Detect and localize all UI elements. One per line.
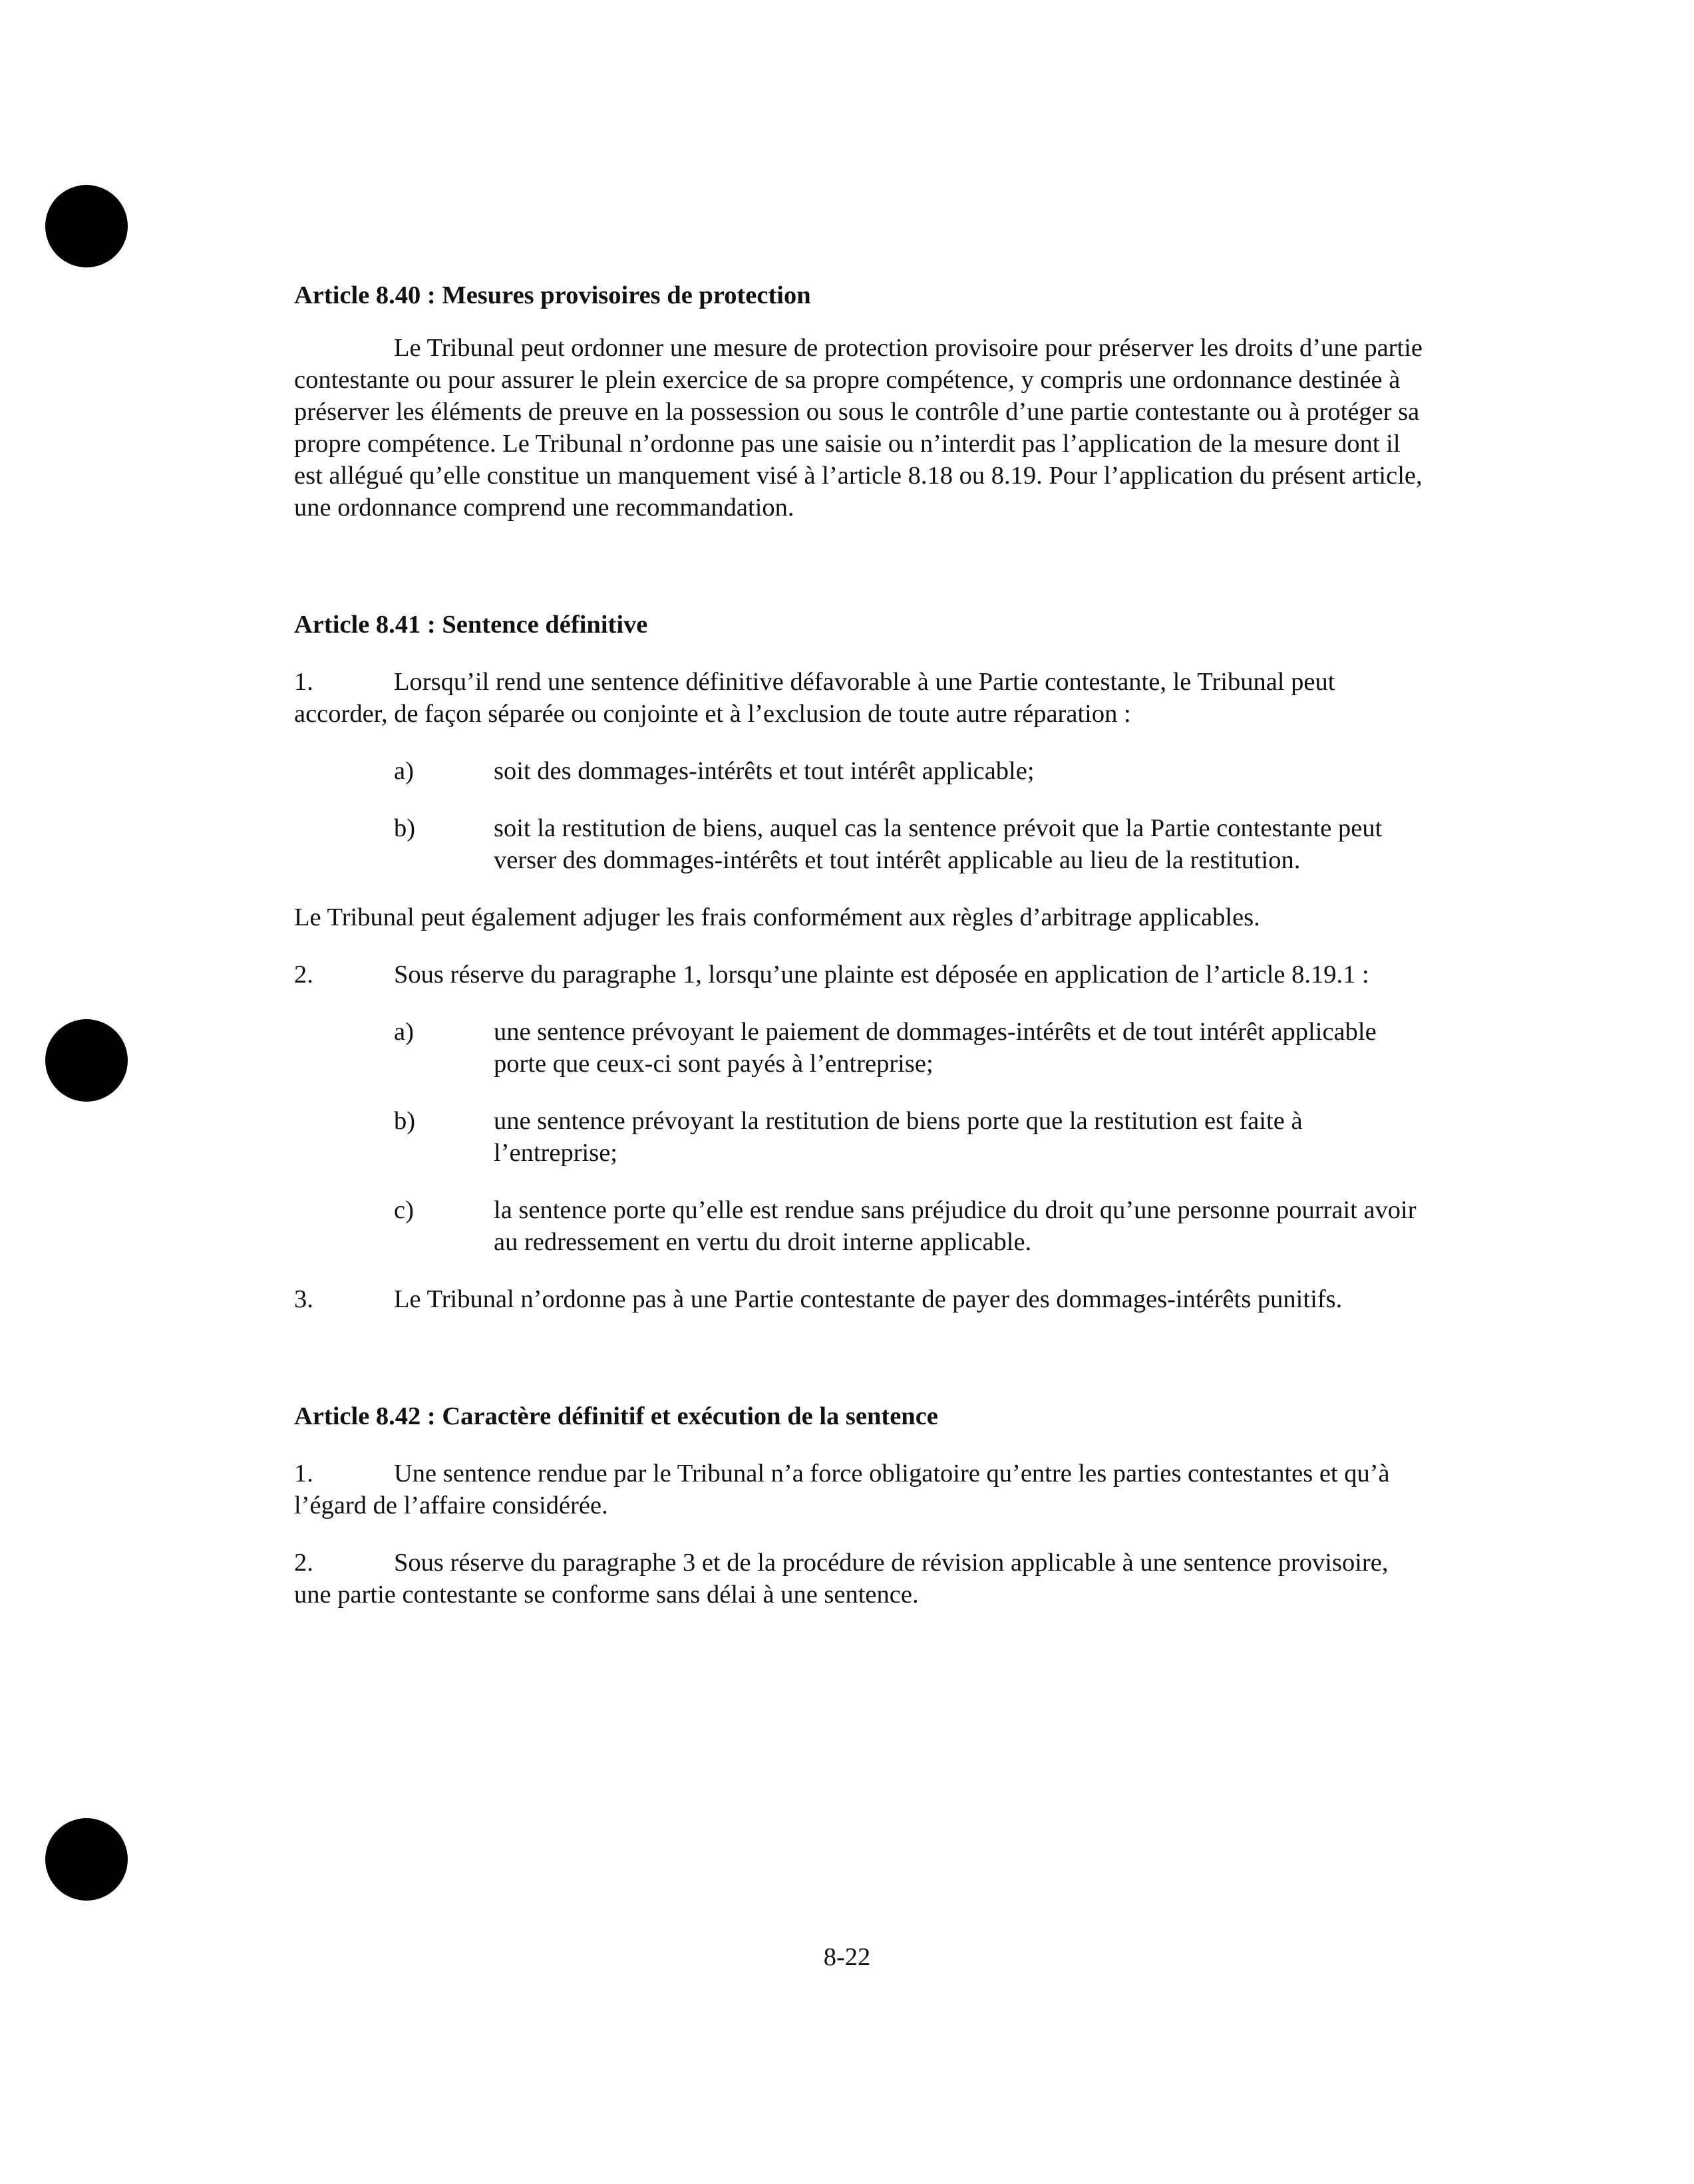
- numbered-paragraph: [294, 666, 1425, 730]
- paragraph-text: Une sentence rendue par le Tribunal n’a force obligatoire qu’entre les parties contestantes et qu’à l’égard de l’affaire considérée.: [294, 1460, 1390, 1519]
- item-label: c): [394, 1196, 414, 1224]
- list-item: [294, 1016, 1425, 1080]
- item-label: a): [394, 757, 414, 785]
- article-heading: Article 8.42 : Caractère définitif et exécution de la sentence: [294, 1402, 938, 1430]
- binder-hole-bottom: [45, 1818, 128, 1901]
- binder-hole-middle: [45, 1019, 128, 1102]
- list-item: [294, 1105, 1425, 1169]
- paragraph-number: 1.: [294, 668, 313, 696]
- paragraph-number: 1.: [294, 1460, 313, 1487]
- article-8-40: [294, 279, 1425, 524]
- article-heading: Article 8.40 : Mesures provisoires de protection: [294, 281, 811, 309]
- page-number: 8-22: [823, 1943, 871, 1971]
- item-label: b): [394, 814, 416, 842]
- binder-hole-top: [45, 185, 128, 267]
- numbered-paragraph: [294, 1547, 1425, 1611]
- paragraph-number: 3.: [294, 1285, 313, 1313]
- item-text: la sentence porte qu’elle est rendue sans préjudice du droit qu’une personne pourrait avoir au redressement en vertu du droit interne applicable.: [494, 1196, 1417, 1256]
- paragraph-text: Le Tribunal n’ordonne pas à une Partie contestante de payer des dommages-intérêts punitifs.: [394, 1285, 1343, 1313]
- list-item: [294, 812, 1425, 876]
- paragraph-text: Sous réserve du paragraphe 1, lorsqu’une plainte est déposée en application de l’article 8.19.1 :: [394, 961, 1369, 989]
- item-label: a): [394, 1018, 414, 1046]
- paragraph-number: 2.: [294, 1549, 313, 1577]
- item-label: b): [394, 1107, 416, 1135]
- list-item: [294, 755, 1425, 787]
- paragraph-number: 2.: [294, 961, 313, 989]
- article-8-42: [294, 1400, 1425, 1611]
- article-paragraph: Le Tribunal peut ordonner une mesure de protection provisoire pour préserver les droits d’une partie contestante ou pour assurer le plein exercice de sa propre compétence, y compris une ordonnance destinée à préserver les éléments de preuve en la possession ou sous le contrôle d’une partie contestante ou à protéger sa propre compétence. Le Tribunal n’ordonne pas une saisie ou n’interdit pas l’application de la mesure dont il est allégué qu’elle constitue un manquement visé à l’article 8.18 ou 8.19. Pour l’application du présent article, une ordonnance comprend une recommandation.: [294, 334, 1423, 522]
- paragraph-text: Lorsqu’il rend une sentence définitive défavorable à une Partie contestante, le Tribunal peut accorder, de façon séparée ou conjointe et à l’exclusion de toute autre réparation :: [294, 668, 1335, 728]
- list-item: [294, 1194, 1425, 1258]
- document-body: [294, 279, 1425, 1611]
- item-text: une sentence prévoyant la restitution de biens porte que la restitution est faite à l’entreprise;: [494, 1107, 1303, 1167]
- paragraph-text: Le Tribunal peut également adjuger les frais conformément aux règles d’arbitrage applicables.: [294, 903, 1260, 931]
- numbered-paragraph: [294, 1283, 1425, 1315]
- paragraph-text: Sous réserve du paragraphe 3 et de la procédure de révision applicable à une sentence provisoire, une partie contestante se conforme sans délai à une sentence.: [294, 1549, 1389, 1609]
- article-heading: Article 8.41 : Sentence définitive: [294, 611, 648, 639]
- item-text: soit la restitution de biens, auquel cas la sentence prévoit que la Partie contestante peut verser des dommages-intérêts et tout intérêt applicable au lieu de la restitution.: [494, 814, 1383, 874]
- item-text: une sentence prévoyant le paiement de dommages-intérêts et de tout intérêt applicable porte que ceux-ci sont payés à l’entreprise;: [494, 1018, 1377, 1078]
- numbered-paragraph: [294, 1458, 1425, 1521]
- item-text: soit des dommages-intérêts et tout intérêt applicable;: [494, 757, 1035, 785]
- article-8-41: [294, 609, 1425, 1315]
- numbered-paragraph: [294, 959, 1425, 991]
